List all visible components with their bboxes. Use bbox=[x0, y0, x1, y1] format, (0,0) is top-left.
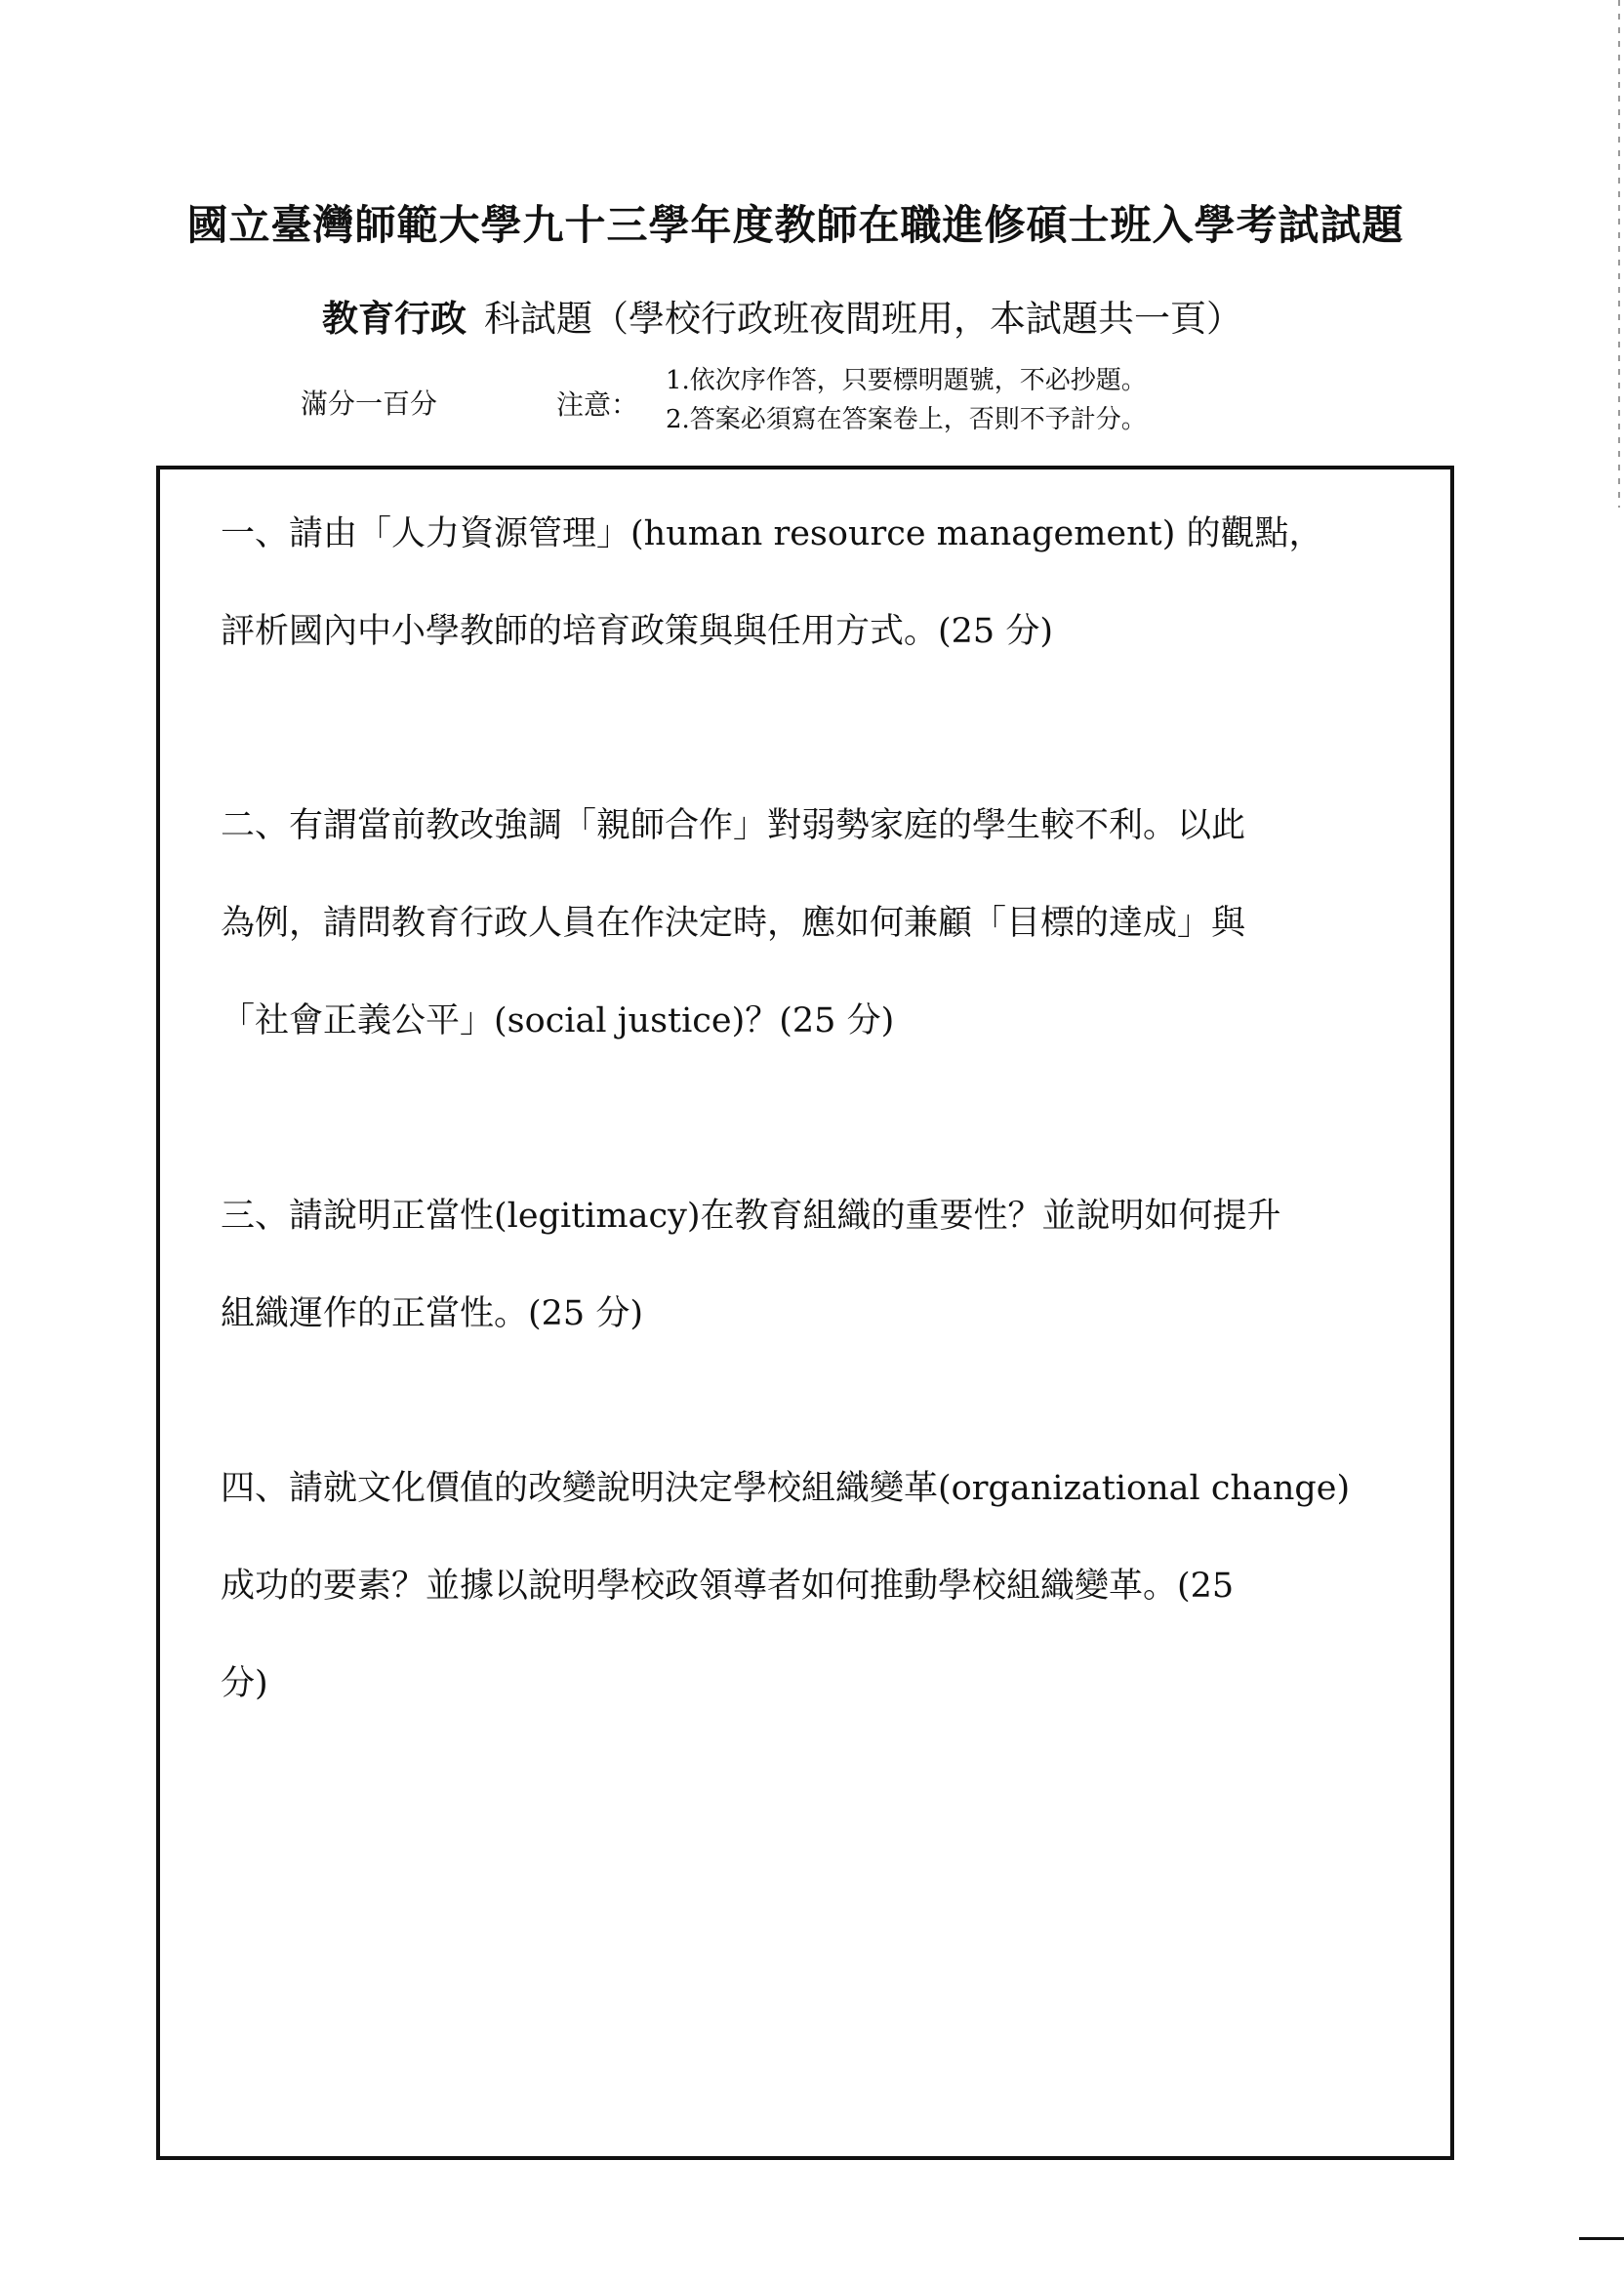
question-1 bbox=[221, 485, 1392, 680]
question-line: 組織運作的正當性。(25 分) bbox=[221, 1294, 643, 1333]
exam-subtitle bbox=[322, 289, 1298, 342]
question-2 bbox=[221, 777, 1392, 1070]
question-line: 二、有謂當前教改強調「親師合作」對弱勢家庭的學生較不利。以此 bbox=[221, 806, 1246, 845]
question-line: 分) bbox=[221, 1664, 268, 1703]
question-4 bbox=[221, 1440, 1392, 1733]
question-line: 「社會正義公平」(social justice)？(25 分) bbox=[221, 1001, 895, 1040]
full-score-label: 滿分一百分 bbox=[301, 387, 438, 420]
notice-item: 2.答案必須寫在答案卷上，否則不予計分。 bbox=[666, 405, 1147, 434]
subject-name: 教育行政 bbox=[322, 297, 467, 340]
notice-item: 1.依次序作答，只要標明題號，不必抄題。 bbox=[666, 366, 1147, 395]
question-line: 四、請就文化價值的改變說明決定學校組織變革(organizational change) bbox=[221, 1469, 1351, 1508]
question-line: 評析國內中小學教師的培育政策與與任用方式。(25 分) bbox=[221, 612, 1053, 651]
corner-mark bbox=[1579, 2237, 1624, 2240]
question-line: 成功的要素？並據以說明學校政領導者如何推動學校組織變革。(25 bbox=[221, 1567, 1235, 1606]
question-line: 為例，請問教育行政人員在作決定時，應如何兼顧「目標的達成」與 bbox=[221, 904, 1246, 943]
notice-list bbox=[666, 361, 1147, 439]
exam-title: 國立臺灣師範大學九十三學年度教師在職進修碩士班入學考試試題 bbox=[186, 201, 1404, 249]
scan-edge-mark bbox=[1618, 0, 1620, 508]
question-line: 三、請說明正當性(legitimacy)在教育組織的重要性？並說明如何提升 bbox=[221, 1197, 1281, 1236]
notice-label: 注意： bbox=[556, 388, 639, 421]
question-3 bbox=[221, 1167, 1392, 1363]
subtitle-text: 科試題（學校行政班夜間班用，本試題共一頁） bbox=[484, 298, 1242, 340]
question-line: 一、請由「人力資源管理」(human resource management) 的觀點， bbox=[221, 514, 1323, 553]
